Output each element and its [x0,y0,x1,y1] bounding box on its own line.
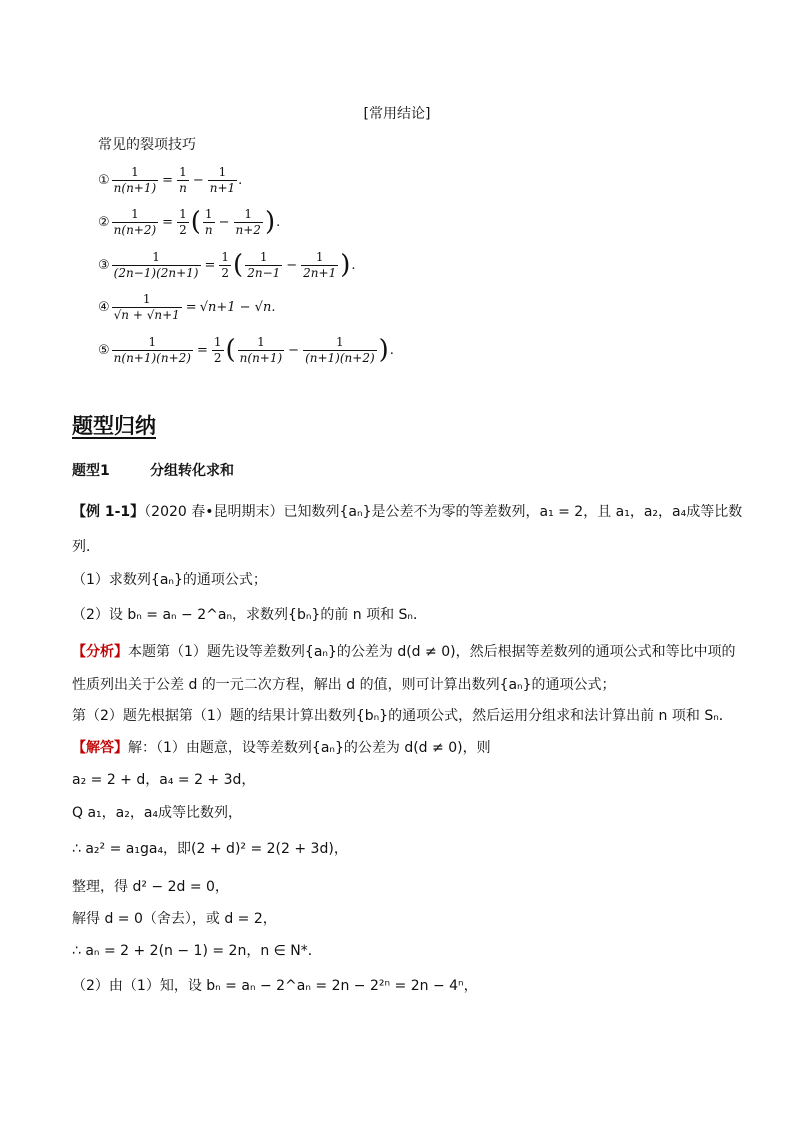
formula-4-num: 1 [142,291,151,306]
formula-5-rhs-b-num: 1 [336,334,344,349]
formula-5-num: 1 [148,334,157,349]
analysis-tag: 【分析】 [72,644,128,660]
formula-3-mark: ③ [98,257,110,273]
formula-2-den: n(n+2) [113,222,157,237]
answer-line4: ∴ a₂² = a₁ga₄，即(2 + d)² = 2(2 + 3d)， [72,841,348,857]
formula-4-den: √n + √n+1 [113,307,180,322]
answer-line8: （2）由（1）知，设 bₙ = aₙ − 2^aₙ = 2n − 2²ⁿ = 2n − 4ⁿ， [72,978,478,994]
answer-line3: Q a₁，a₂，a₄成等比数列， [72,805,243,821]
formula-3-rhs-b-num: 1 [315,249,324,264]
example-q2: （2）设 bₙ = aₙ − 2^aₙ，求数列{bₙ}的前 n 项和 Sₙ． [72,607,428,623]
analysis-line2: 性质列出关于公差 d 的一元二次方程，解出 d 的值，则可计算出数列{aₙ}的通项公式； [72,677,616,693]
answer-line5: 整理，得 d² − 2d = 0， [72,879,229,895]
formula-5-rhs-b-den: (n+1)(n+2) [305,350,375,365]
formula-5-mark: ⑤ [98,342,110,358]
type-title: 分组转化求和 [150,463,234,479]
formula-1-num: 1 [131,164,139,179]
formula-3-num: 1 [152,249,160,264]
analysis-line1 [72,641,736,661]
formula-5: ⑤ $\frac{1}{n(n+1)(n+2)}$ = $\frac{1}{2}$ ( $\frac{1}{n(n+1)}$ − $\frac{1}{(n+1)(n+2)}$ ) . [98,334,394,365]
analysis-line3: 第（2）题先根据第（1）题的结果计算出数列{bₙ}的通项公式，然后运用分组求和法计算出前 n 项和 Sₙ． [72,708,733,724]
formula-1: ① $\frac{1}{n(n+1)}$ = $\frac{1}{n}$ − $\frac{1}{n+1}$ . [98,164,243,195]
formula-2-coef-den: 2 [179,222,187,237]
example-source: （2020 春•昆明期末） [144,504,284,520]
formula-5-den: n(n+1)(n+2) [113,350,191,365]
formula-2-rhs-a-den: n [204,222,213,237]
section-title: 题型归纳 [72,414,156,438]
formula-2-coef-num: 1 [179,206,187,221]
formula-4-rhs: √n+1 − √n. [199,299,276,315]
formula-1-rhs-b-den: n+1 [209,180,236,195]
formula-3-rhs-a-den: 2n−1 [247,265,281,280]
formula-3-den: (2n−1)(2n+1) [113,265,199,280]
formula-2-mark: ② [98,214,110,230]
example-q1: （1）求数列{aₙ}的通项公式； [72,572,267,588]
formula-2-rhs-b-den: n+2 [235,222,261,237]
formula-2: ② $\frac{1}{n(n+2)}$ = $\frac{1}{2}$ ( $\frac{1}{n}$ − $\frac{1}{n+2}$ ) . [98,206,281,237]
formula-2-num: 1 [131,206,139,221]
answer-line6: 解得 d = 0（舍去），或 d = 2， [72,911,277,927]
formula-3: ③ $\frac{1}{(2n-1)(2n+1)}$ = $\frac{1}{2}$ ( $\frac{1}{2n-1}$ − $\frac{1}{2n+1}$ ) . [98,249,356,280]
example-stem-line2: 列． [72,539,100,555]
answer-line2: a₂ = 2 + d，a₄ = 2 + 3d， [72,772,256,788]
formula-5-coef-num: 1 [213,334,222,349]
analysis-text1: 本题第（1）题先设等差数列{aₙ}的公差为 d(d ≠ 0)，然后根据等差数列的通项公式和等比中项的 [128,644,736,660]
conclusion-intro: 常见的裂项技巧 [98,137,196,153]
formula-2-rhs-b-num: 1 [244,206,253,221]
answer-text1: 解：（1）由题意，设等差数列{aₙ}的公差为 d(d ≠ 0)，则 [128,740,491,756]
formula-1-rhs-a-den: n [179,180,187,195]
answer-line7: ∴ aₙ = 2 + 2(n − 1) = 2n，n ∈ N*． [72,943,322,959]
formula-5-coef-den: 2 [213,350,222,365]
formula-4-mark: ④ [98,299,110,315]
formula-5-rhs-a-num: 1 [257,334,265,349]
formula-1-den: n(n+1) [113,180,157,195]
formula-3-coef-den: 2 [221,265,230,280]
conclusion-header: [常用结论] [363,106,431,122]
formula-1-mark: ① [98,172,110,188]
example-stem-line1: 已知数列{aₙ}是公差不为零的等差数列，a₁ = 2，且 a₁，a₂，a₄成等比数 [283,504,743,520]
formula-1-rhs-b-num: 1 [218,164,227,179]
answer-line1 [72,737,491,757]
type-label: 题型1 [72,463,110,479]
formula-3-rhs-a-num: 1 [259,249,268,264]
formula-1-rhs-a-num: 1 [179,164,187,179]
formula-3-coef-num: 1 [221,249,230,264]
formula-4: ④ $\frac{1}{√n + √n+1}$ = √n+1 − √n. [98,291,276,322]
answer-tag: 【解答】 [72,740,128,756]
formula-5-rhs-a-den: n(n+1) [239,350,283,365]
example-tag: 【例 1-1】 [72,504,145,520]
example-stem [72,501,742,521]
formula-2-rhs-a-num: 1 [204,206,213,221]
formula-3-rhs-b-den: 2n+1 [303,265,337,280]
